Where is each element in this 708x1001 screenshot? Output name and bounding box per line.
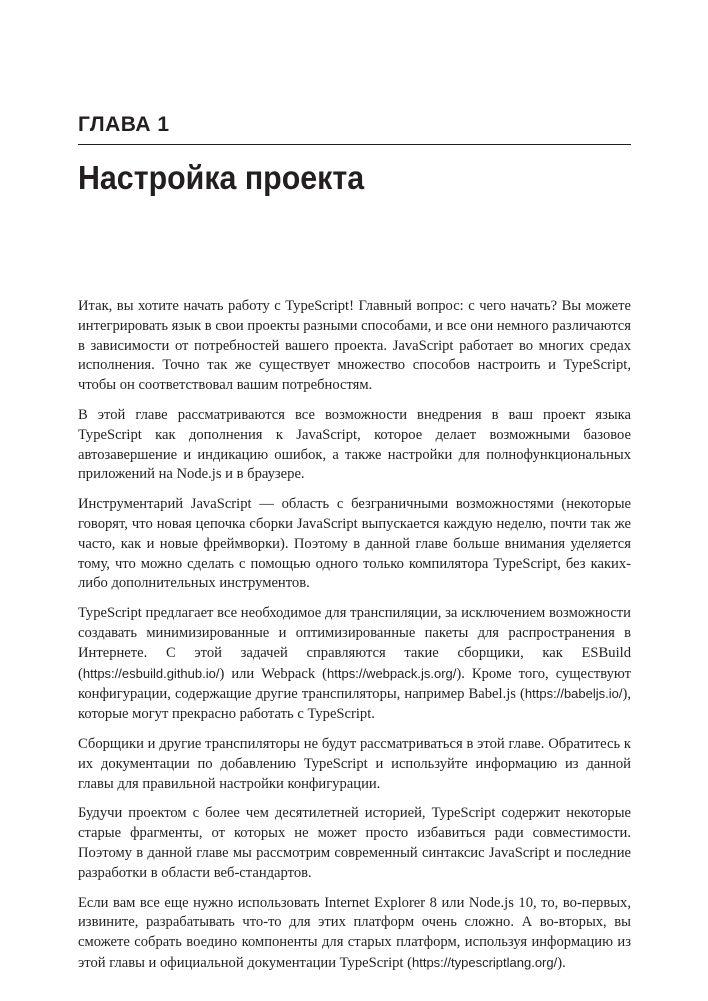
typescript-docs-link[interactable]: https://typescriptlang.org/ [411, 954, 558, 970]
paragraph-legacy [78, 894, 631, 974]
paragraph-tooling: Инструментарий JavaScript — область с безграничными возможностями (некоторые говорят, что новая цепочка сборки JavaScript выпускается каждую неделю, почти так же часто, как и новые фреймворки). Поэтому в данной главе больше внимания уделяется тому, что можно сделать с помощью одного только компилятора TypeScript, без каких-либо дополнительных инструментов. [78, 496, 631, 592]
webpack-link[interactable]: https://webpack.js.org/ [327, 665, 457, 681]
chapter-label: ГЛАВА 1 [78, 113, 170, 136]
paragraph-history: Будучи проектом с более чем десятилетней историей, TypeScript содержит некоторые старые фрагменты, от которых не может просто избавиться ради совместимости. Поэтому в данной главе мы рассмотрим современный синтаксис JavaScript и последние разработки в области веб-стандартов. [78, 805, 631, 881]
chapter-body [78, 297, 631, 984]
chapter-divider [78, 144, 631, 145]
text-segment: ), которые могут прекрасно работать с TypeScript. [78, 686, 631, 723]
text-segment: Если вам все еще нужно использовать Internet Explorer 8 или Node.js 10, то, во-первых, извините, разрабатывать что-то для этих платформ очень сложно. А во-вторых, вы сможете собрать воедино компоненты для старых платформ, используя информацию из этой главы и официальной документации TypeScript ( [78, 894, 631, 971]
text-segment: TypeScript предлагает все необходимое для транспиляции, за исключением возможности создавать минимизированные и оптимизированные пакеты для распространения в Интернете. С этой задачей справляются такие сборщики, как ESBuild ( [78, 605, 631, 682]
paragraph-overview: В этой главе рассматриваются все возможности внедрения в ваш проект языка TypeScript как дополнения к JavaScript, которое делает возможными базовое автозавершение и индикацию ошибок, а также настройки для полнофункциональных приложений на Node.js и в браузере. [78, 406, 631, 483]
paragraph-transpilers: Сборщики и другие транспиляторы не будут рассматриваться в этой главе. Обратитесь к их документации по добавлению TypeScript и используйте информацию из данной главы для правильной настройки конфигурации. [78, 735, 631, 792]
paragraph-bundlers [78, 604, 631, 725]
babel-link[interactable]: https://babeljs.io/ [524, 686, 623, 702]
text-segment: ) или Webpack ( [219, 665, 328, 682]
text-segment: ). [557, 954, 566, 971]
chapter-title: Настройка проекта [78, 159, 365, 196]
esbuild-link[interactable]: https://esbuild.github.io/ [82, 665, 220, 681]
text-segment: ). Кроме того, существуют конфигурации, содержащие другие транспиляторы, например Babel.js ( [78, 665, 631, 703]
paragraph-intro: Итак, вы хотите начать работу с TypeScript! Главный вопрос: с чего начать? Вы можете интегрировать язык в свои проекты разными способами, и все они немного различаются в зависимости от потребностей вашего проекта. JavaScript работает во многих средах исполнения. Точно так же существует множество способов настроить и TypeScript, чтобы он соответствовал вашим потребностям. [78, 298, 631, 394]
